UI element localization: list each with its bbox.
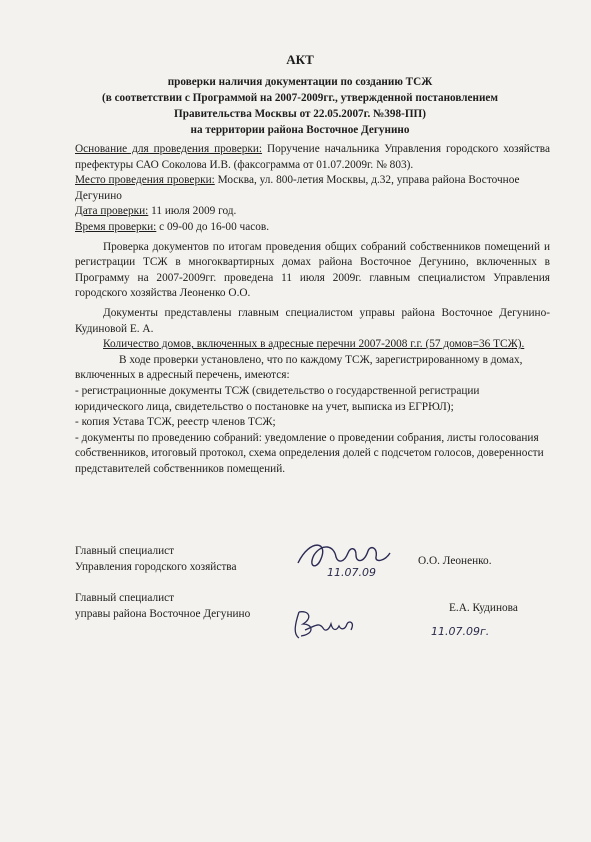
findings-paragraph: В ходе проверки установлено, что по каждому ТСЖ, зарегистрированному в домах, включенных в адресный перечень, имеются:: [75, 353, 523, 382]
subtitle-line: Правительства Москвы от 22.05.2007г. №398-ПП): [174, 108, 426, 120]
handwritten-signature: [285, 604, 365, 644]
date-label: Дата проверки:: [75, 205, 149, 218]
list-item: - документы по проведению собраний: уведомление о проведении собрания, листы голосования собственников, итоговый протокол, схема определения долей с подсчетом голосов, доверенности представителей собственников помещений.: [75, 431, 544, 475]
time-label: Время проверки:: [75, 220, 157, 233]
count-text: Количество домов, включенных в адресные перечни 2007-2008 г.г. (57 домов=36 ТСЖ).: [103, 338, 525, 351]
place-label: Место проведения проверки:: [75, 174, 215, 187]
date-text: 11 июля 2009 год.: [148, 205, 237, 218]
time-text: с 09-00 до 16-00 часов.: [156, 220, 270, 233]
subtitle-line: (в соответствии с Программой на 2007-2009гг., утвержденной постановлением: [102, 92, 498, 104]
signature-date: 11.07.09: [327, 566, 376, 579]
document-title: АКТ: [286, 52, 314, 67]
place-text: Москва, ул. 800-летия Москвы, д.32, управа района Восточное Дегунино: [75, 174, 520, 202]
position-line: Главный специалист: [75, 592, 175, 604]
signature-block-kudinova: [75, 590, 555, 650]
basis-paragraph: [75, 142, 550, 173]
signer-name: Е.А. Кудинова: [449, 602, 518, 614]
check-paragraph: Проверка документов по итогам проведения общих собраний собственников помещений и регистрации ТСЖ в многоквартирных домах района Восточное Дегунино, включенных в Программу на 2007-2009гг. проведена 11 июля 2009г. главным специалистом Управления городского хозяйства Леоненко О.О.: [75, 240, 550, 300]
basis-label: Основание для проведения проверки:: [75, 143, 263, 155]
list-item: - регистрационные документы ТСЖ (свидетельство о государственной регистрации юридического лица, свидетельство о постановке на учет, выписка из ЕГРЮЛ);: [75, 384, 480, 413]
document-body: [75, 142, 550, 477]
date-paragraph: [75, 204, 550, 220]
subtitle-line: на территории района Восточное Дегунино: [190, 124, 410, 136]
position-line: Главный специалист: [75, 545, 175, 557]
signer-name: О.О. Леоненко.: [418, 555, 492, 567]
signer-position: [75, 543, 295, 575]
place-paragraph: [75, 173, 550, 204]
signature-block-leonenko: [75, 543, 555, 593]
docs-paragraph: Документы представлены главным специалистом управы района Восточное Дегунино- Кудиновой Е. А.: [75, 306, 550, 335]
subtitle-line: проверки наличия документации по созданию ТСЖ: [167, 76, 433, 88]
document-header: [40, 52, 560, 138]
position-line: управы района Восточное Дегунино: [75, 608, 251, 620]
time-paragraph: [75, 220, 550, 236]
signer-position: [75, 590, 295, 622]
list-item: - копия Устава ТСЖ, реестр членов ТСЖ;: [75, 416, 276, 429]
signature-date: 11.07.09г.: [431, 625, 490, 638]
count-paragraph: [75, 337, 550, 353]
basis-text: Поручение начальника Управления городского хозяйства префектуры САО Соколова И.В. (факсограмма от 01.07.2009г. № 803).: [75, 143, 550, 171]
position-line: Управления городского хозяйства: [75, 561, 237, 573]
